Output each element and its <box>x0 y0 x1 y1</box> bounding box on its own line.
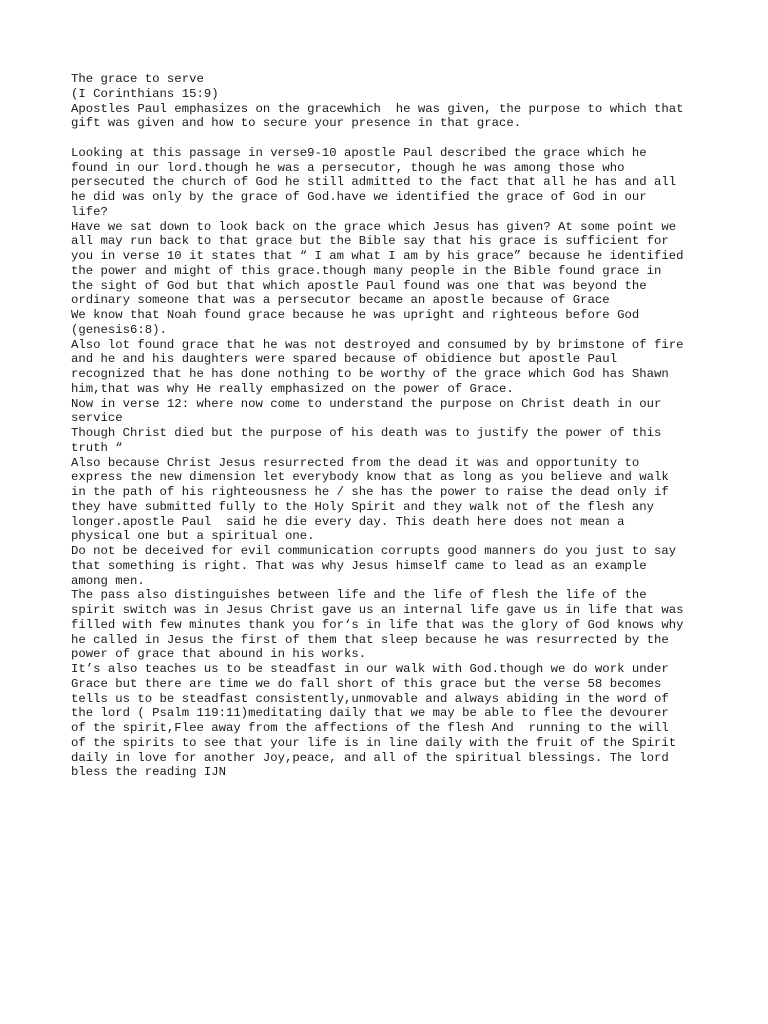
document-title: The grace to serve <box>71 72 204 86</box>
text-line: express the new dimension let everybody know that as long as you believe and walk <box>71 470 669 485</box>
text-line: he called in Jesus the first of them that sleep because he was resurrected by the <box>71 632 669 647</box>
text-line: life? <box>71 204 108 219</box>
text-line: It’s also teaches us to be steadfast in our walk with God.though we do work under <box>71 662 669 676</box>
text-line: Though Christ died but the purpose of his death was to justify the power of this <box>71 426 662 440</box>
text-line: Also because Christ Jesus resurrected from the dead it was and opportunity to <box>71 455 640 470</box>
text-line: Grace but there are time we do fall short of this grace but the verse 58 becomes <box>71 676 662 691</box>
text-line: gift was given and how to secure your presence in that grace. <box>71 116 522 131</box>
text-line: persecuted the church of God he still admitted to the fact that all he has and all <box>71 175 677 190</box>
text-line: Have we sat down to look back on the grace which Jesus has given? At some point we <box>71 219 677 234</box>
text-line: him,that was why He really emphasized on the power of Grace. <box>71 381 514 396</box>
text-line: filled with few minutes thank you for‘s in life that was the glory of God knows why <box>71 617 684 632</box>
paragraph-spacer <box>71 131 711 146</box>
text-line: found in our lord.though he was a persecutor, though he was among those who <box>71 160 625 175</box>
text-line: they have submitted fully to the Holy Spirit and they walk not of the flesh any <box>71 499 654 514</box>
text-line: power of grace that abound in his works. <box>71 647 367 662</box>
text-line: ordinary someone that was a persecutor became an apostle because of Grace <box>71 293 610 308</box>
text-line: he did was only by the grace of God.have we identified the grace of God in our <box>71 190 647 204</box>
text-line: Looking at this passage in verse9-10 apostle Paul described the grace which he <box>71 145 647 160</box>
text-line: Apostles Paul emphasizes on the gracewhich he was given, the purpose to which that <box>71 101 684 116</box>
text-line: and he and his daughters were spared because of obidience but apostle Paul <box>71 352 618 367</box>
main-text <box>71 146 711 780</box>
text-line: the power and might of this grace.though many people in the Bible found grace in <box>71 263 662 278</box>
text-line: spirit switch was in Jesus Christ gave us an internal life gave us in life that was <box>71 603 684 617</box>
text-line: the lord ( Psalm 119:11)meditating daily that we may be able to flee the devourer <box>71 706 669 721</box>
text-line: of the spirit,Flee away from the affections of the flesh And running to the will <box>71 721 669 735</box>
text-line: that something is right. That was why Jesus himself came to lead as an example <box>71 558 647 573</box>
text-line: the sight of God but that which apostle Paul found was one that was beyond the <box>71 278 647 293</box>
text-line: all may run back to that grace but the Bible say that his grace is sufficient for <box>71 234 669 249</box>
text-line: longer.apostle Paul said he die every day. This death here does not mean a <box>71 514 625 529</box>
text-line: Also lot found grace that he was not destroyed and consumed by by brimstone of fire <box>71 337 684 352</box>
scripture-reference: (I Corinthians 15:9) <box>71 86 219 101</box>
text-line: The pass also distinguishes between life and the life of flesh the life of the <box>71 588 647 603</box>
text-line: physical one but a spiritual one. <box>71 529 315 544</box>
document-body <box>71 72 711 780</box>
text-line: (genesis6:8). <box>71 322 167 337</box>
text-line: We know that Noah found grace because he was upright and righteous before God <box>71 308 640 322</box>
text-line: Do not be deceived for evil communication corrupts good manners do you just to say <box>71 544 677 558</box>
text-line: truth “ <box>71 440 123 455</box>
text-line: you in verse 10 it states that “ I am what I am by his grace” because he identified <box>71 249 684 263</box>
text-line: in the path of his righteousness he / she has the power to raise the dead only if <box>71 485 669 499</box>
text-line: of the spirits to see that your life is in line daily with the fruit of the Spirit <box>71 735 677 750</box>
text-line: daily in love for another Joy,peace, and all of the spiritual blessings. The lord <box>71 750 669 765</box>
text-line: service <box>71 411 123 426</box>
intro-paragraph <box>71 102 711 132</box>
text-line: recognized that he has done nothing to be worthy of the grace which God has Shawn <box>71 367 669 381</box>
text-line: among men. <box>71 573 145 588</box>
text-line: tells us to be steadfast consistently,unmovable and always abiding in the word of <box>71 691 669 706</box>
text-line: Now in verse 12: where now come to understand the purpose on Christ death in our <box>71 396 662 411</box>
text-line: bless the reading IJN <box>71 765 226 780</box>
